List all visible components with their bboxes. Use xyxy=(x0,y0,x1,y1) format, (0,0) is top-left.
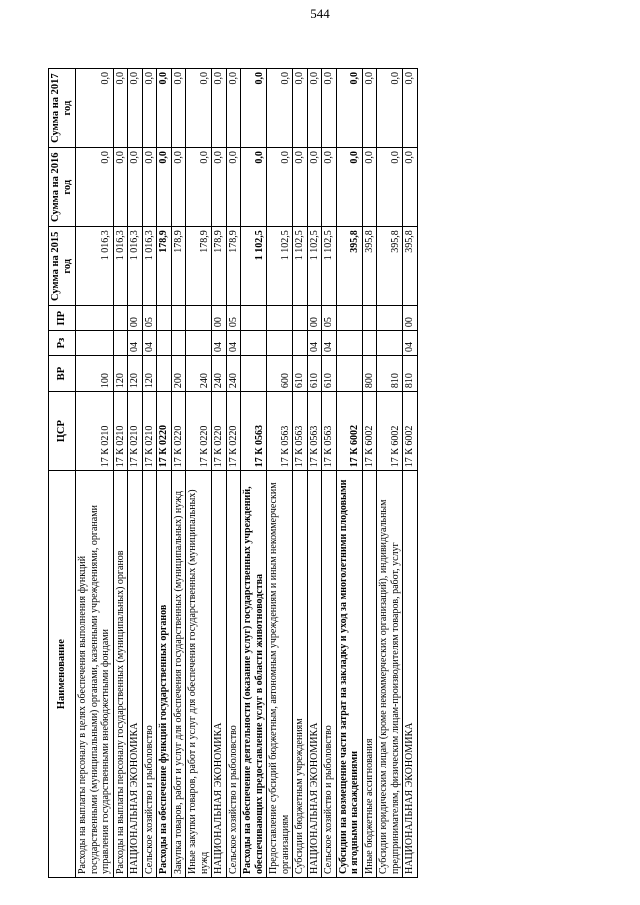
cell-csr: 17 К 0220 xyxy=(171,392,186,471)
cell-pr xyxy=(336,306,362,331)
cell-name: НАЦИОНАЛЬНАЯ ЭКОНОМИКА xyxy=(403,471,418,878)
cell-sum-2017: 0,0 xyxy=(362,69,377,148)
cell-name: Иные закупки товаров, работ и услуг для обеспечения государственных (муниципальных) нужд xyxy=(186,471,212,878)
page-number: 544 xyxy=(310,6,330,21)
cell-sum-2017: 0,0 xyxy=(186,69,212,148)
table-header-row xyxy=(49,69,76,878)
cell-rz xyxy=(171,331,186,356)
cell-sum-2017: 0,0 xyxy=(377,69,403,148)
cell-rz xyxy=(362,331,377,356)
table-row xyxy=(293,69,308,878)
cell-csr: 17 К 0210 xyxy=(128,392,143,471)
cell-rz xyxy=(241,331,267,356)
cell-rz: 04 xyxy=(212,331,227,356)
header-name: Наименование xyxy=(49,471,76,878)
cell-pr xyxy=(186,306,212,331)
cell-sum-2016: 0,0 xyxy=(293,148,308,227)
cell-name: Сельское хозяйство и рыболовство xyxy=(226,471,241,878)
cell-pr: 05 xyxy=(322,306,337,331)
cell-sum-2016: 0,0 xyxy=(113,148,128,227)
cell-sum-2016: 0,0 xyxy=(377,148,403,227)
cell-sum-2015: 395,8 xyxy=(403,227,418,306)
cell-csr: 17 К 6002 xyxy=(377,392,403,471)
cell-pr xyxy=(157,306,172,331)
cell-pr: 00 xyxy=(403,306,418,331)
cell-sum-2016: 0,0 xyxy=(76,148,114,227)
table-row xyxy=(171,69,186,878)
cell-vr: 120 xyxy=(113,356,128,392)
cell-rz xyxy=(157,331,172,356)
cell-csr: 17 К 0210 xyxy=(113,392,128,471)
cell-sum-2015: 178,9 xyxy=(186,227,212,306)
cell-sum-2015: 178,9 xyxy=(157,227,172,306)
cell-vr: 800 xyxy=(362,356,377,392)
cell-sum-2016: 0,0 xyxy=(128,148,143,227)
cell-name: Субсидии бюджетным учреждениям xyxy=(293,471,308,878)
cell-sum-2017: 0,0 xyxy=(226,69,241,148)
cell-vr: 610 xyxy=(307,356,322,392)
cell-sum-2016: 0,0 xyxy=(157,148,172,227)
cell-name: Сельское хозяйство и рыболовство xyxy=(322,471,337,878)
cell-rz xyxy=(293,331,308,356)
cell-name: Субсидии на возмещение части затрат на закладку и уход за многолетними плодовыми и ягодными насаждениями xyxy=(336,471,362,878)
table-row xyxy=(128,69,143,878)
cell-vr: 100 xyxy=(76,356,114,392)
cell-name: Расходы на выплаты персоналу государственных (муниципальных) органов xyxy=(113,471,128,878)
cell-rz xyxy=(267,331,293,356)
cell-vr: 610 xyxy=(293,356,308,392)
cell-name: Расходы на обеспечение деятельности (оказание услуг) государственных учреждений, обеспечивающих предоставление услуг в области животноводства xyxy=(241,471,267,878)
header-rz: Рз xyxy=(49,331,76,356)
cell-name: Сельское хозяйство и рыболовство xyxy=(142,471,157,878)
cell-sum-2016: 0,0 xyxy=(226,148,241,227)
header-csr: ЦСР xyxy=(49,392,76,471)
cell-sum-2015: 178,9 xyxy=(171,227,186,306)
cell-sum-2017: 0,0 xyxy=(128,69,143,148)
table-row xyxy=(267,69,293,878)
cell-sum-2015: 178,9 xyxy=(212,227,227,306)
cell-name: Субсидии юридическим лицам (кроме некоммерческих организаций), индивидуальным предпринимателям, физическим лицам-производителям товаров, работ, услуг xyxy=(377,471,403,878)
cell-sum-2016: 0,0 xyxy=(403,148,418,227)
cell-rz: 04 xyxy=(322,331,337,356)
cell-pr xyxy=(113,306,128,331)
header-sum-2017: Сумма на 2017 год xyxy=(49,69,76,148)
cell-sum-2015: 1 016,3 xyxy=(128,227,143,306)
cell-pr: 00 xyxy=(307,306,322,331)
cell-sum-2016: 0,0 xyxy=(322,148,337,227)
cell-sum-2017: 0,0 xyxy=(212,69,227,148)
cell-name: НАЦИОНАЛЬНАЯ ЭКОНОМИКА xyxy=(128,471,143,878)
cell-sum-2016: 0,0 xyxy=(336,148,362,227)
cell-rz: 04 xyxy=(307,331,322,356)
table-row xyxy=(186,69,212,878)
cell-sum-2017: 0,0 xyxy=(403,69,418,148)
cell-sum-2016: 0,0 xyxy=(186,148,212,227)
table-row xyxy=(157,69,172,878)
cell-name: Расходы на обеспечение функций государственных органов xyxy=(157,471,172,878)
table-row xyxy=(322,69,337,878)
cell-name: НАЦИОНАЛЬНАЯ ЭКОНОМИКА xyxy=(212,471,227,878)
cell-csr: 17 К 0563 xyxy=(322,392,337,471)
table-row xyxy=(377,69,403,878)
cell-pr xyxy=(293,306,308,331)
cell-csr: 17 К 0220 xyxy=(186,392,212,471)
cell-sum-2016: 0,0 xyxy=(307,148,322,227)
cell-rz xyxy=(377,331,403,356)
cell-sum-2017: 0,0 xyxy=(142,69,157,148)
table-row xyxy=(362,69,377,878)
cell-sum-2015: 1 016,3 xyxy=(113,227,128,306)
cell-pr: 00 xyxy=(212,306,227,331)
cell-csr: 17 К 0210 xyxy=(76,392,114,471)
cell-vr xyxy=(241,356,267,392)
cell-pr: 00 xyxy=(128,306,143,331)
cell-sum-2017: 0,0 xyxy=(113,69,128,148)
cell-vr: 240 xyxy=(226,356,241,392)
cell-vr: 120 xyxy=(128,356,143,392)
table-row xyxy=(403,69,418,878)
cell-name: Закупка товаров, работ и услуг для обеспечения государственных (муниципальных) нужд xyxy=(171,471,186,878)
cell-csr: 17 К 6002 xyxy=(362,392,377,471)
cell-sum-2016: 0,0 xyxy=(212,148,227,227)
cell-rz xyxy=(336,331,362,356)
table-row xyxy=(226,69,241,878)
cell-sum-2015: 395,8 xyxy=(377,227,403,306)
cell-vr: 610 xyxy=(322,356,337,392)
cell-rz: 04 xyxy=(403,331,418,356)
cell-sum-2015: 178,9 xyxy=(226,227,241,306)
cell-sum-2015: 1 102,5 xyxy=(241,227,267,306)
cell-csr: 17 К 0220 xyxy=(226,392,241,471)
cell-sum-2015: 395,8 xyxy=(336,227,362,306)
cell-sum-2017: 0,0 xyxy=(241,69,267,148)
cell-csr: 17 К 6002 xyxy=(336,392,362,471)
cell-sum-2017: 0,0 xyxy=(336,69,362,148)
cell-sum-2017: 0,0 xyxy=(171,69,186,148)
cell-sum-2015: 1 102,5 xyxy=(307,227,322,306)
cell-vr xyxy=(157,356,172,392)
cell-sum-2015: 1 016,3 xyxy=(76,227,114,306)
cell-csr: 17 К 6002 xyxy=(403,392,418,471)
cell-rz: 04 xyxy=(142,331,157,356)
cell-rz xyxy=(113,331,128,356)
header-pr: ПР xyxy=(49,306,76,331)
cell-csr: 17 К 0563 xyxy=(267,392,293,471)
cell-vr: 120 xyxy=(142,356,157,392)
cell-vr: 240 xyxy=(212,356,227,392)
cell-vr: 200 xyxy=(171,356,186,392)
cell-csr: 17 К 0220 xyxy=(212,392,227,471)
cell-pr: 05 xyxy=(142,306,157,331)
cell-sum-2015: 1 102,5 xyxy=(267,227,293,306)
cell-rz: 04 xyxy=(226,331,241,356)
header-sum-2016: Сумма на 2016 год xyxy=(49,148,76,227)
cell-vr: 810 xyxy=(377,356,403,392)
cell-rz xyxy=(186,331,212,356)
budget-table xyxy=(48,68,418,878)
cell-sum-2017: 0,0 xyxy=(307,69,322,148)
cell-sum-2015: 1 102,5 xyxy=(293,227,308,306)
rotated-table-container xyxy=(48,68,608,878)
cell-csr: 17 К 0563 xyxy=(241,392,267,471)
cell-sum-2016: 0,0 xyxy=(362,148,377,227)
cell-sum-2017: 0,0 xyxy=(293,69,308,148)
cell-name: НАЦИОНАЛЬНАЯ ЭКОНОМИКА xyxy=(307,471,322,878)
cell-csr: 17 К 0563 xyxy=(293,392,308,471)
cell-sum-2016: 0,0 xyxy=(267,148,293,227)
cell-csr: 17 К 0220 xyxy=(157,392,172,471)
cell-sum-2016: 0,0 xyxy=(171,148,186,227)
cell-sum-2015: 1 102,5 xyxy=(322,227,337,306)
cell-name: Предоставление субсидий бюджетным, автономным учреждениям и иным некоммерческим организациям xyxy=(267,471,293,878)
cell-name: Расходы на выплаты персоналу в целях обеспечения выполнения функций государственными (муниципальными) органами, казенными учреждениями, органами управления государственными внебюджетными фондами xyxy=(76,471,114,878)
cell-vr: 810 xyxy=(403,356,418,392)
cell-pr xyxy=(267,306,293,331)
table-row xyxy=(307,69,322,878)
table-row xyxy=(336,69,362,878)
cell-pr xyxy=(171,306,186,331)
cell-pr xyxy=(377,306,403,331)
table-row xyxy=(212,69,227,878)
cell-pr xyxy=(241,306,267,331)
cell-sum-2015: 395,8 xyxy=(362,227,377,306)
cell-csr: 17 К 0210 xyxy=(142,392,157,471)
cell-vr: 600 xyxy=(267,356,293,392)
header-sum-2015: Сумма на 2015 год xyxy=(49,227,76,306)
table-row xyxy=(241,69,267,878)
cell-vr xyxy=(336,356,362,392)
cell-pr xyxy=(362,306,377,331)
cell-sum-2017: 0,0 xyxy=(157,69,172,148)
cell-pr xyxy=(76,306,114,331)
cell-sum-2017: 0,0 xyxy=(76,69,114,148)
cell-name: Иные бюджетные ассигнования xyxy=(362,471,377,878)
table-row xyxy=(76,69,114,878)
table-row xyxy=(113,69,128,878)
cell-sum-2016: 0,0 xyxy=(241,148,267,227)
cell-sum-2016: 0,0 xyxy=(142,148,157,227)
cell-rz: 04 xyxy=(128,331,143,356)
cell-vr: 240 xyxy=(186,356,212,392)
cell-sum-2017: 0,0 xyxy=(267,69,293,148)
cell-pr: 05 xyxy=(226,306,241,331)
table-row xyxy=(142,69,157,878)
cell-csr: 17 К 0563 xyxy=(307,392,322,471)
cell-sum-2015: 1 016,3 xyxy=(142,227,157,306)
table-body xyxy=(76,69,418,878)
header-vr: ВР xyxy=(49,356,76,392)
cell-rz xyxy=(76,331,114,356)
cell-sum-2017: 0,0 xyxy=(322,69,337,148)
